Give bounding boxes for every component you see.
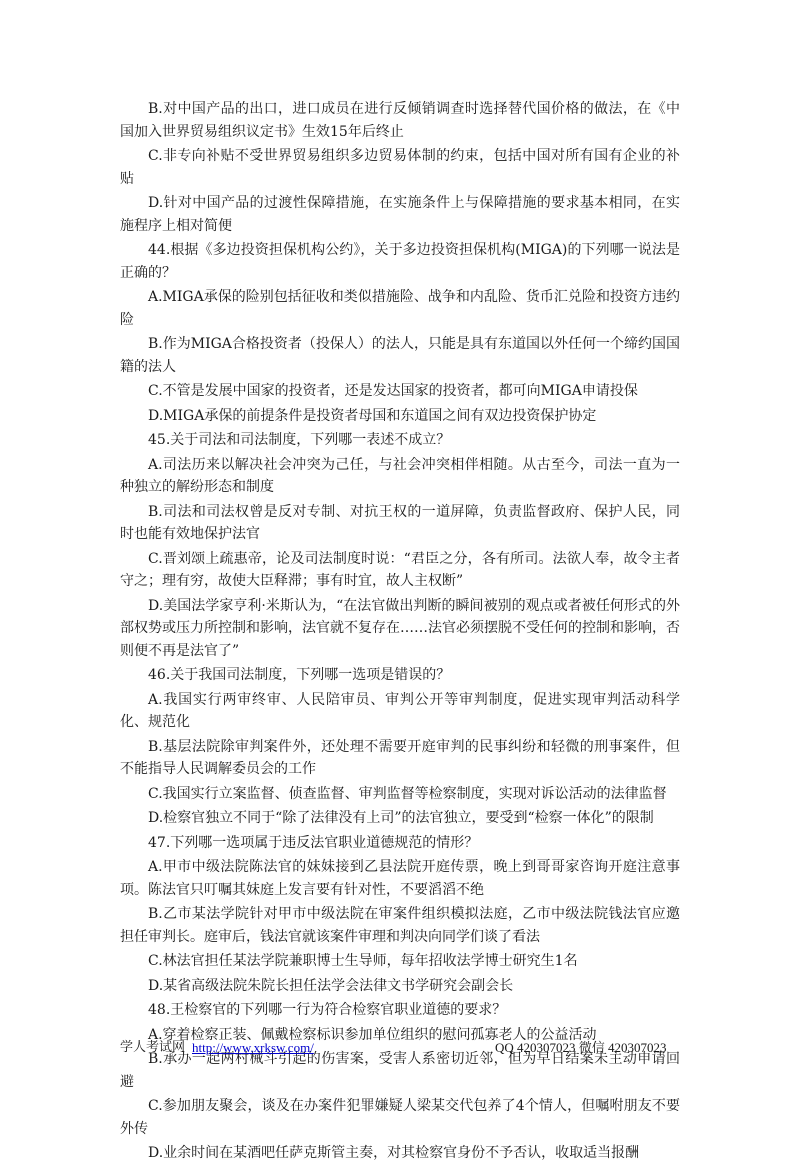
document-body [120, 98, 680, 1167]
paragraph: D.MIGA承保的前提条件是投资者母国和东道国之间有双边投资保护协定 [148, 407, 597, 424]
paragraph: B.基层法院除审判案件外，还处理不需要开庭审判的民事纠纷和轻微的刑事案件，但不能指导人民调解委员会的工作 [120, 738, 680, 777]
footer-contact: QQ 420307023 微信 420307023 [495, 1040, 667, 1055]
paragraph: D.检察官独立不同于“除了法律没有上司”的法官独立，要受到“检察一体化”的限制 [148, 810, 654, 826]
footer-site-name: 学人考试网 [120, 1040, 186, 1055]
paragraph: C.晋刘颂上疏惠帝，论及司法制度时说：“君臣之分，各有所司。法欲人奉，故令主者守之；理有穷，故使大臣释滞；事有时宜，故人主权断” [120, 550, 680, 589]
question-48: 48.王检察官的下列哪一行为符合检察官职业道德的要求？ [148, 1002, 507, 1018]
paragraph: A.甲市中级法院陈法官的妹妹接到乙县法院开庭传票，晚上到哥哥家咨询开庭注意事项。陈法官只叮嘱其妹庭上发言要有针对性，不要滔滔不绝 [120, 859, 680, 898]
question-46: 46.关于我国司法制度，下列哪一选项是错误的？ [148, 667, 451, 683]
paragraph: C.林法官担任某法学院兼职博士生导师，每年招收法学博士研究生1名 [148, 953, 578, 969]
paragraph: B.承办一起两村械斗引起的伤害案，受害人系密切近邻，但为早日结案未主动申请回避 [120, 1051, 680, 1090]
paragraph: B.乙市某法学院针对甲市中级法院在审案件组织模拟法庭，乙市中级法院钱法官应邀担任审判长。庭审后，钱法官就该案件审理和判决向同学们谈了看法 [120, 906, 680, 945]
paragraph: D.某省高级法院朱院长担任法学会法律文书学研究会副会长 [148, 977, 514, 994]
paragraph: D.美国法学家亨利·米斯认为，“在法官做出判断的瞬间被别的观点或者被任何形式的外部权势或压力所控制和影响，法官就不复存在……法官必须摆脱不受任何的控制和影响，否则便不再是法官了” [120, 597, 680, 659]
paragraph: A.穿着检察正装、佩戴检察标识参加单位组织的慰问孤寡老人的公益活动 [148, 1026, 597, 1043]
paragraph: B.司法和司法权曾是反对专制、对抗王权的一道屏障，负责监督政府、保护人民，同时也能有效地保护法官 [120, 503, 680, 542]
paragraph: B.作为MIGA合格投资者（投保人）的法人，只能是具有东道国以外任何一个缔约国国籍的法人 [120, 336, 680, 375]
paragraph: D.业余时间在某酒吧任萨克斯管主奏，对其检察官身份不予否认，收取适当报酬 [148, 1145, 640, 1161]
question-45: 45.关于司法和司法制度，下列哪一表述不成立？ [148, 432, 451, 448]
paragraph: D.针对中国产品的过渡性保障措施，在实施条件上与保障措施的要求基本相同，在实施程序上相对简便 [120, 195, 680, 234]
paragraph: A.MIGA承保的险别包括征收和类似措施险、战争和内乱险、货币汇兑险和投资方违约险 [120, 289, 680, 328]
paragraph: C.我国实行立案监督、侦查监督、审判监督等检察制度，实现对诉讼活动的法律监督 [148, 785, 667, 802]
paragraph: C.不管是发展中国家的投资者，还是发达国家的投资者，都可向MIGA申请投保 [148, 383, 638, 399]
paragraph: A.我国实行两审终审、人民陪审员、审判公开等审判制度，促进实现审判活动科学化、规范化 [120, 691, 680, 730]
page-footer [120, 1038, 680, 1058]
paragraph: A.司法历来以解决社会冲突为己任，与社会冲突相伴相随。从古至今，司法一直为一种独立的解纷形态和制度 [120, 456, 680, 495]
question-47: 47.下列哪一选项属于违反法官职业道德规范的情形？ [148, 834, 479, 851]
footer-website-link[interactable]: http://www.xrksw.com/ [192, 1040, 314, 1055]
paragraph: B.对中国产品的出口，进口成员在进行反倾销调查时选择替代国价格的做法，在《中国加入世界贸易组织议定书》生效15年后终止 [120, 101, 680, 140]
paragraph: C.参加朋友聚会，谈及在办案件犯罪嫌疑人梁某交代包养了4个情人，但嘱咐朋友不要外传 [120, 1098, 680, 1137]
question-44: 44.根据《多边投资担保机构公约》，关于多边投资担保机构(MIGA)的下列哪一说法是正确的？ [120, 242, 680, 281]
paragraph: C.非专向补贴不受世界贸易组织多边贸易体制的约束，包括中国对所有国有企业的补贴 [120, 148, 680, 187]
